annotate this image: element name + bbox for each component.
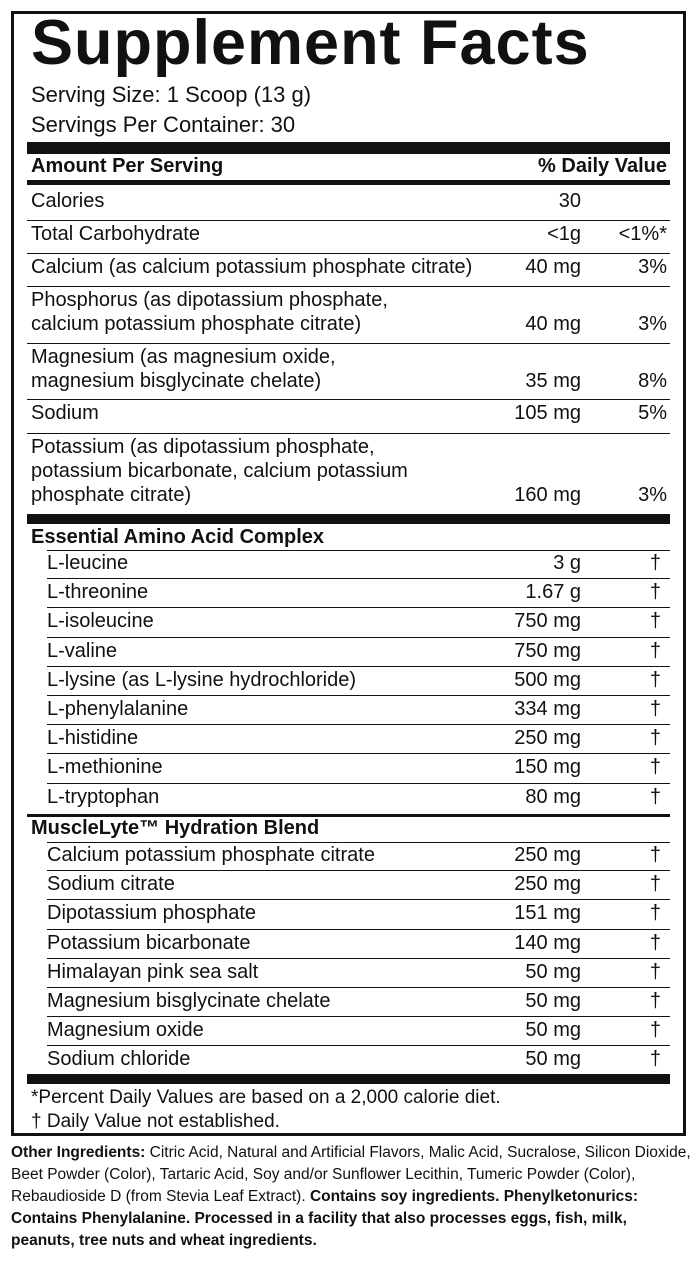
blend-ingredient-dagger: † (649, 873, 661, 895)
amino-acid-dagger: † (649, 786, 661, 808)
amino-acid-dagger: † (649, 610, 661, 632)
amino-acid-name: L-tryptophan (47, 786, 160, 808)
blend-ingredient-name: Calcium potassium phosphate citrate (47, 844, 375, 866)
amino-acid-dagger: † (649, 669, 661, 691)
row-divider (47, 695, 670, 696)
nutrient-amount: 105 mg (514, 402, 581, 424)
section-title-eaa: Essential Amino Acid Complex (31, 526, 325, 548)
nutrient-amount: 40 mg (525, 256, 581, 278)
amino-acid-amount: 150 mg (514, 756, 581, 778)
nutrient-name: Sodium (31, 402, 99, 424)
blend-ingredient-dagger: † (649, 961, 661, 983)
blend-ingredient-name: Himalayan pink sea salt (47, 961, 259, 983)
row-divider (47, 666, 670, 667)
nutrient-daily-value: 8% (638, 370, 667, 392)
footnote-percent: *Percent Daily Values are based on a 2,000 calorie diet. (31, 1087, 501, 1108)
amino-acid-amount: 250 mg (514, 727, 581, 749)
medium-divider (27, 180, 670, 185)
serving-size: Serving Size: 1 Scoop (13 g) (31, 82, 312, 107)
nutrient-name: Calcium (as calcium potassium phosphate citrate) (31, 256, 473, 278)
blend-ingredient-amount: 250 mg (514, 873, 581, 895)
nutrient-name: potassium bicarbonate, calcium potassium (31, 460, 408, 482)
row-divider (47, 783, 670, 784)
amino-acid-amount: 500 mg (514, 669, 581, 691)
amino-acid-dagger: † (649, 581, 661, 603)
row-divider (47, 578, 670, 579)
amino-acid-dagger: † (649, 756, 661, 778)
row-divider (47, 724, 670, 725)
amino-acid-name: L-valine (47, 640, 118, 662)
row-divider (47, 899, 670, 900)
row-divider (27, 399, 670, 400)
nutrient-daily-value: <1%* (618, 223, 667, 245)
amino-acid-name: L-leucine (47, 552, 129, 574)
thick-divider (27, 1074, 670, 1084)
nutrient-name: magnesium bisglycinate chelate) (31, 370, 322, 392)
thick-divider (27, 142, 670, 154)
blend-ingredient-name: Potassium bicarbonate (47, 932, 251, 954)
footnote-dagger: † Daily Value not established. (31, 1111, 280, 1132)
amino-acid-amount: 1.67 g (525, 581, 581, 603)
row-divider (47, 1016, 670, 1017)
amino-acid-dagger: † (649, 640, 661, 662)
row-divider (47, 607, 670, 608)
row-divider (27, 286, 670, 287)
row-divider (47, 753, 670, 754)
amino-acid-amount: 3 g (553, 552, 581, 574)
amino-acid-amount: 334 mg (514, 698, 581, 720)
nutrient-name: Total Carbohydrate (31, 223, 200, 245)
amino-acid-name: L-isoleucine (47, 610, 154, 632)
other-ingredients-label: Other Ingredients: (11, 1144, 146, 1161)
nutrient-name: Calories (31, 190, 105, 212)
row-divider (27, 343, 670, 344)
blend-ingredient-dagger: † (649, 902, 661, 924)
panel-title: Supplement Facts (31, 8, 590, 78)
blend-ingredient-amount: 151 mg (514, 902, 581, 924)
blend-ingredient-dagger: † (649, 932, 661, 954)
blend-ingredient-amount: 50 mg (525, 1019, 581, 1041)
blend-ingredient-amount: 140 mg (514, 932, 581, 954)
blend-ingredient-dagger: † (649, 1048, 661, 1070)
row-divider (27, 433, 670, 434)
row-divider (47, 987, 670, 988)
nutrient-amount: 30 (558, 190, 581, 212)
blend-ingredient-dagger: † (649, 844, 661, 866)
daily-value-header: % Daily Value (538, 155, 667, 177)
amino-acid-name: L-histidine (47, 727, 139, 749)
amino-acid-amount: 750 mg (514, 640, 581, 662)
blend-ingredient-name: Dipotassium phosphate (47, 902, 257, 924)
nutrient-name: Phosphorus (as dipotassium phosphate, (31, 289, 388, 311)
row-divider (27, 220, 670, 221)
supplement-facts-panel (11, 8, 686, 1136)
nutrient-name: calcium potassium phosphate citrate) (31, 313, 362, 335)
row-divider (27, 253, 670, 254)
row-divider (47, 958, 670, 959)
amino-acid-name: L-methionine (47, 756, 163, 778)
blend-ingredient-name: Magnesium bisglycinate chelate (47, 990, 331, 1012)
blend-ingredient-name: Magnesium oxide (47, 1019, 204, 1041)
blend-ingredient-dagger: † (649, 990, 661, 1012)
row-divider (47, 637, 670, 638)
nutrient-daily-value: 3% (638, 484, 667, 506)
thick-divider (27, 514, 670, 524)
nutrient-name: phosphate citrate) (31, 484, 192, 506)
blend-ingredient-amount: 50 mg (525, 961, 581, 983)
blend-ingredient-amount: 250 mg (514, 844, 581, 866)
nutrient-name: Potassium (as dipotassium phosphate, (31, 436, 375, 458)
nutrient-amount: 40 mg (525, 313, 581, 335)
amino-acid-amount: 80 mg (525, 786, 581, 808)
nutrient-amount: 160 mg (514, 484, 581, 506)
amino-acid-amount: 750 mg (514, 610, 581, 632)
amino-acid-dagger: † (649, 552, 661, 574)
blend-ingredient-dagger: † (649, 1019, 661, 1041)
nutrient-amount: <1g (547, 223, 581, 245)
amino-acid-name: L-lysine (as L-lysine hydrochloride) (47, 669, 357, 691)
blend-ingredient-amount: 50 mg (525, 1048, 581, 1070)
amino-acid-dagger: † (649, 727, 661, 749)
amino-acid-name: L-phenylalanine (47, 698, 189, 720)
nutrient-amount: 35 mg (525, 370, 581, 392)
amount-per-serving-header: Amount Per Serving (31, 155, 224, 177)
nutrient-daily-value: 5% (638, 402, 667, 424)
nutrient-name: Magnesium (as magnesium oxide, (31, 346, 336, 368)
other-ingredients (11, 1142, 691, 1252)
other-ingredients-text: Citric Acid, Natural and Artificial Flavors, Malic Acid, Sucralose, Silicon Dioxide, Beet Powder (Color), Tartaric Acid, Soy and/or Sunflower Lecithin, Tumeric Powder (Color), Rebaudioside D (from Stevia Leaf Extract). (11, 1144, 691, 1205)
amino-acid-name: L-threonine (47, 581, 149, 603)
servings-per-container: Servings Per Container: 30 (31, 112, 296, 137)
blend-ingredient-name: Sodium citrate (47, 873, 175, 895)
blend-ingredient-name: Sodium chloride (47, 1048, 191, 1070)
nutrient-daily-value: 3% (638, 313, 667, 335)
row-divider (47, 929, 670, 930)
section-title-blend: MuscleLyte™ Hydration Blend (31, 817, 320, 839)
blend-ingredient-amount: 50 mg (525, 990, 581, 1012)
allergen-warning: Contains soy ingredients. Phenylketonurics: Contains Phenylalanine. Processed in a facility that also processes eggs, fish, milk, peanuts, tree nuts and wheat ingredients. (11, 1188, 639, 1249)
row-divider (47, 870, 670, 871)
row-divider (47, 1045, 670, 1046)
amino-acid-dagger: † (649, 698, 661, 720)
nutrient-daily-value: 3% (638, 256, 667, 278)
